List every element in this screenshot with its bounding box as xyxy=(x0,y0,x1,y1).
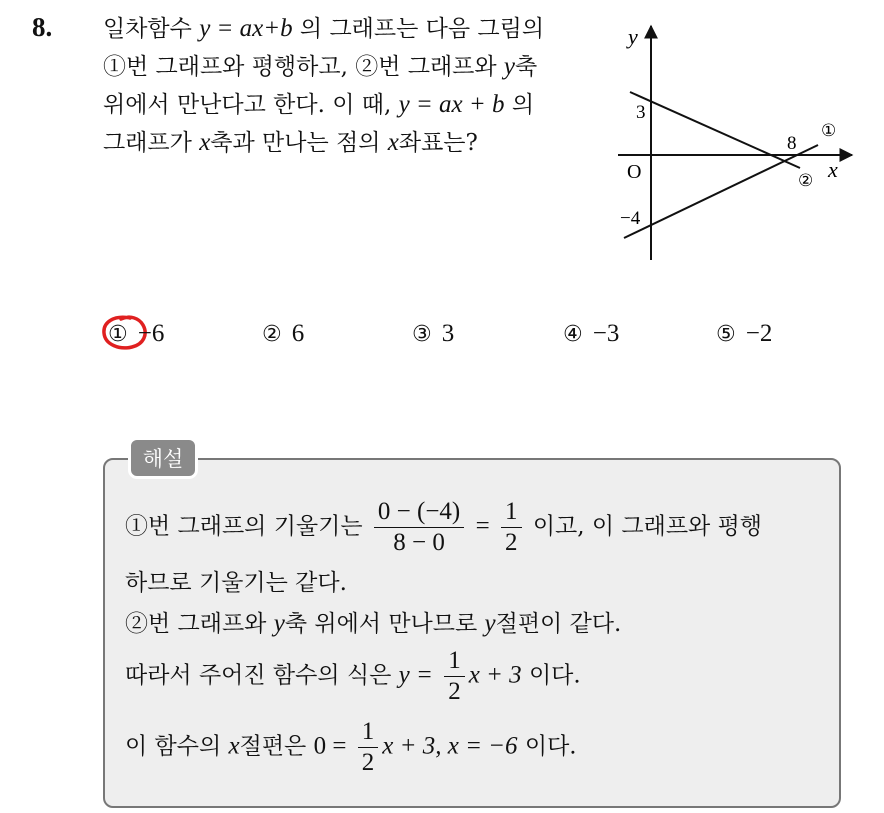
origin-label: O xyxy=(627,161,642,183)
question-line-1: 일차함수 y = ax+b 의 그래프는 다음 그림의 xyxy=(103,15,545,42)
question-line-3: 위에서 만난다고 한다. 이 때, y = ax + b 의 xyxy=(103,91,535,118)
choice-2[interactable]: ② 6 xyxy=(262,320,305,347)
x-intercept-8-label: 8 xyxy=(787,133,797,154)
slope-fraction: $\frac{0 - (-4)}{8 - 0}$ xyxy=(374,497,464,558)
choice-5[interactable]: ⑤ −2 xyxy=(716,320,773,347)
line-1-marker: ① xyxy=(821,121,837,141)
graph-line-1 xyxy=(624,145,818,238)
equation-fraction: $\frac{1}{2}$ xyxy=(444,646,465,707)
choice-3[interactable]: ③ 3 xyxy=(412,320,455,347)
explanation-line-2: 하므로 기울기는 같다. xyxy=(125,570,347,596)
graph-line-2 xyxy=(630,92,800,168)
question-number: 8. xyxy=(32,12,53,42)
question-line-2: ①번 그래프와 평행하고, ②번 그래프와 y축 xyxy=(103,53,538,80)
choice-4[interactable]: ④ −3 xyxy=(563,320,620,347)
choice-1[interactable]: ① −6 xyxy=(108,320,165,347)
explanation-line-5: 이 함수의 x절편은 0 = $\frac{1}{2}$ x + 3, x = −6 이다. xyxy=(125,718,577,776)
intercept-fraction: $\frac{1}{2}$ xyxy=(358,717,379,778)
y-intercept-neg4-label: −4 xyxy=(620,208,641,229)
explanation-line-3: ②번 그래프와 y축 위에서 만나므로 y절편이 같다. xyxy=(125,610,622,637)
graph-figure xyxy=(600,20,860,265)
question-line-4: 그래프가 x축과 만나는 점의 x좌표는? xyxy=(103,129,478,156)
y-intercept-3-label: 3 xyxy=(636,102,646,123)
question-text xyxy=(103,10,603,162)
half-fraction: $\frac{1}{2}$ xyxy=(501,497,522,558)
y-axis-label: y xyxy=(628,24,638,49)
explanation-line-4: 따라서 주어진 함수의 식은 y = $\frac{1}{2}$ x + 3 이다. xyxy=(125,647,581,705)
x-axis-label: x xyxy=(828,157,838,182)
explanation-line-1: ①번 그래프의 기울기는 $\frac{0 - (-4)}{8 - 0}$ = $\frac{1}{2}$ 이고, 이 그래프와 평행 xyxy=(125,498,763,556)
explanation-tag: 해설 xyxy=(128,437,198,479)
line-2-marker: ② xyxy=(798,171,814,191)
